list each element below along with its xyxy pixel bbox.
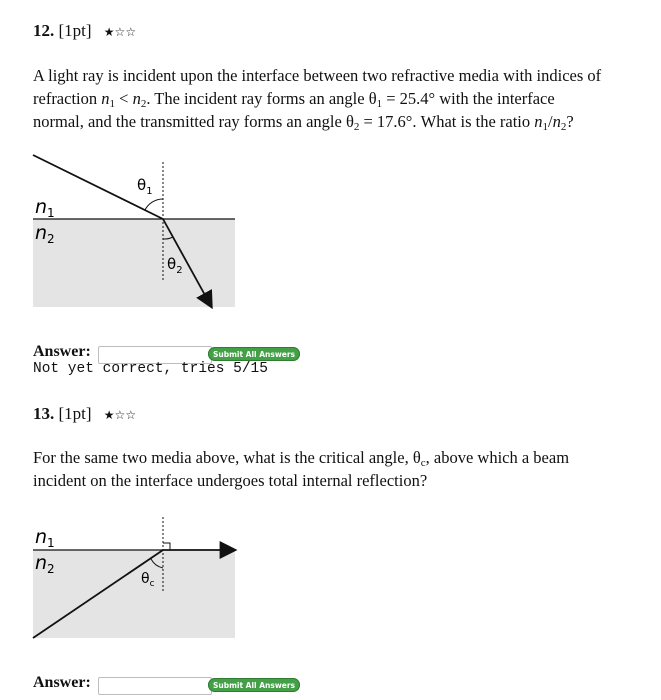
thetac-label: $\theta_c$	[141, 571, 155, 589]
q12-status-text: Not yet correct, tries 5/15	[33, 361, 268, 377]
theta2-label: $\theta_2$	[167, 255, 183, 276]
q13-difficulty-stars: ★☆☆	[103, 408, 137, 422]
q13-submit-button[interactable]: Submit All Answers	[208, 678, 300, 692]
q12-refraction-diagram	[0, 140, 661, 320]
q13-number: 13.	[33, 404, 55, 423]
q13-line-2: incident on the interface undergoes total internal reflection?	[33, 471, 428, 490]
q12-line-3: normal, and the transmitted ray forms an angle $\theta_2 = 17.6^\circ$. What is the ratio $n_1/n_2$?	[33, 112, 574, 133]
q12-difficulty-stars: ★☆☆	[103, 25, 137, 39]
theta1-arc	[145, 199, 163, 210]
q13-points: [1pt]	[58, 404, 92, 423]
q12-header	[33, 21, 136, 41]
q12-answer-label: Answer:	[33, 343, 91, 360]
q13-header	[33, 404, 136, 424]
theta1-label: $\theta_1$	[137, 176, 153, 197]
q12-question-text	[33, 64, 648, 133]
q13-line-1: For the same two media above, what is the critical angle, $\theta_c$, above which a beam	[33, 448, 570, 469]
q13-answer-input[interactable]	[98, 677, 212, 695]
q12-number: 12.	[33, 21, 55, 40]
right-angle-marker	[163, 543, 170, 550]
q12-line-2: refraction $n_1 < n_2$. The incident ray forms an angle $\theta_1 = 25.4^\circ$ with the interface	[33, 89, 555, 110]
n1-label: $n_1$	[35, 526, 55, 550]
n2-label: $n_2$	[35, 222, 55, 246]
n1-label: $n_1$	[35, 196, 55, 220]
q12-points: [1pt]	[58, 21, 92, 40]
q13-question-text	[33, 446, 648, 492]
q12-submit-button[interactable]: Submit All Answers	[208, 347, 300, 361]
n2-label: $n_2$	[35, 552, 55, 576]
medium-2-region	[33, 550, 235, 638]
q13-critical-angle-diagram	[0, 512, 661, 642]
q13-answer-label: Answer:	[33, 674, 91, 691]
q12-line-1: A light ray is incident upon the interface between two refractive media with indices of	[33, 66, 602, 85]
